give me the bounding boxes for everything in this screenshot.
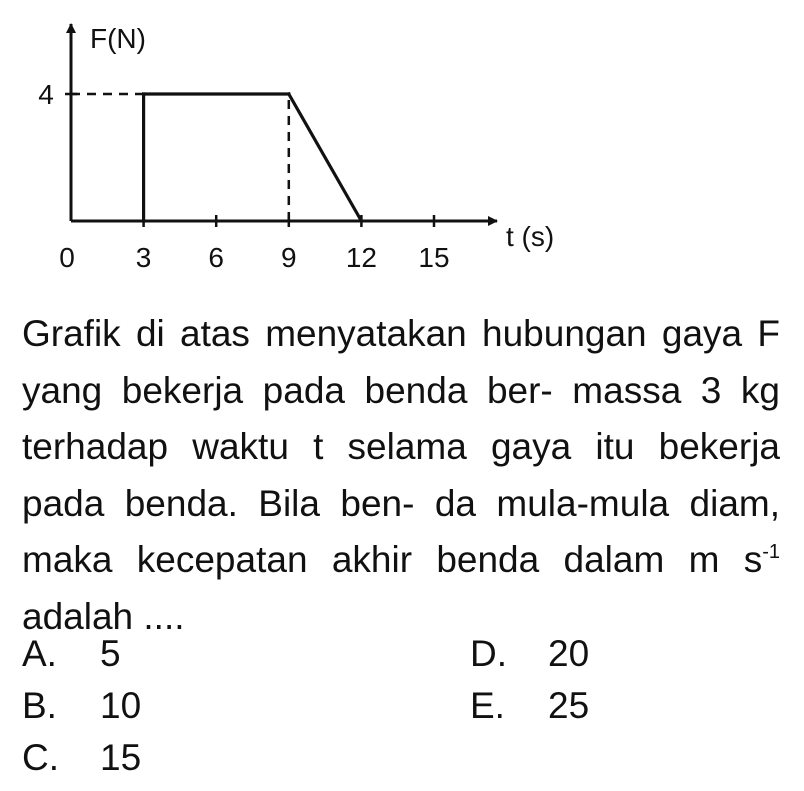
x-tick-label: 12: [345, 242, 377, 273]
x-tick-label: 0: [59, 242, 75, 273]
question-line-3: massa 3 kg terhadap waktu t selama: [22, 369, 781, 467]
option-value: 5: [100, 633, 121, 674]
x-tick-label: 15: [418, 242, 450, 273]
option-value: 15: [100, 737, 142, 778]
dashed-guides: [71, 94, 289, 221]
option-a[interactable]: [22, 634, 121, 674]
option-letter: E.: [470, 685, 505, 726]
option-letter: A.: [22, 633, 57, 674]
option-b[interactable]: [22, 686, 141, 726]
option-d[interactable]: [470, 634, 589, 674]
question-line-6-end: adalah ....: [22, 595, 185, 637]
option-letter: C.: [22, 737, 59, 778]
option-e[interactable]: [470, 686, 589, 726]
force-series: [144, 94, 362, 221]
question-line-2: gaya F yang bekerja pada benda ber-: [22, 313, 780, 411]
x-tick-label: 9: [281, 242, 297, 273]
axis-ticks: [38, 79, 449, 273]
question-text: [22, 306, 780, 645]
question-line-6-start: akhir benda dalam m s: [331, 539, 763, 580]
option-value: 25: [548, 685, 590, 726]
y-axis-label: F(N): [90, 23, 146, 54]
option-value: 20: [548, 633, 590, 674]
x-axis-label: t (s): [506, 221, 555, 252]
option-value: 10: [100, 685, 142, 726]
question-line-1: Grafik di atas menyatakan hubungan: [22, 313, 647, 354]
unit-exponent: -1: [762, 541, 780, 563]
force-time-graph: [0, 0, 804, 300]
y-tick-label: 4: [38, 79, 54, 110]
force-segment: [289, 94, 362, 221]
question-line-4: gaya itu bekerja pada benda. Bila ben-: [22, 426, 780, 524]
x-tick-label: 6: [208, 242, 224, 273]
option-c[interactable]: [22, 738, 141, 778]
x-tick-label: 3: [135, 242, 152, 273]
option-letter: B.: [22, 685, 57, 726]
question-line-5: da mula-mula diam, maka kecepatan: [22, 482, 780, 580]
option-letter: D.: [470, 633, 507, 674]
